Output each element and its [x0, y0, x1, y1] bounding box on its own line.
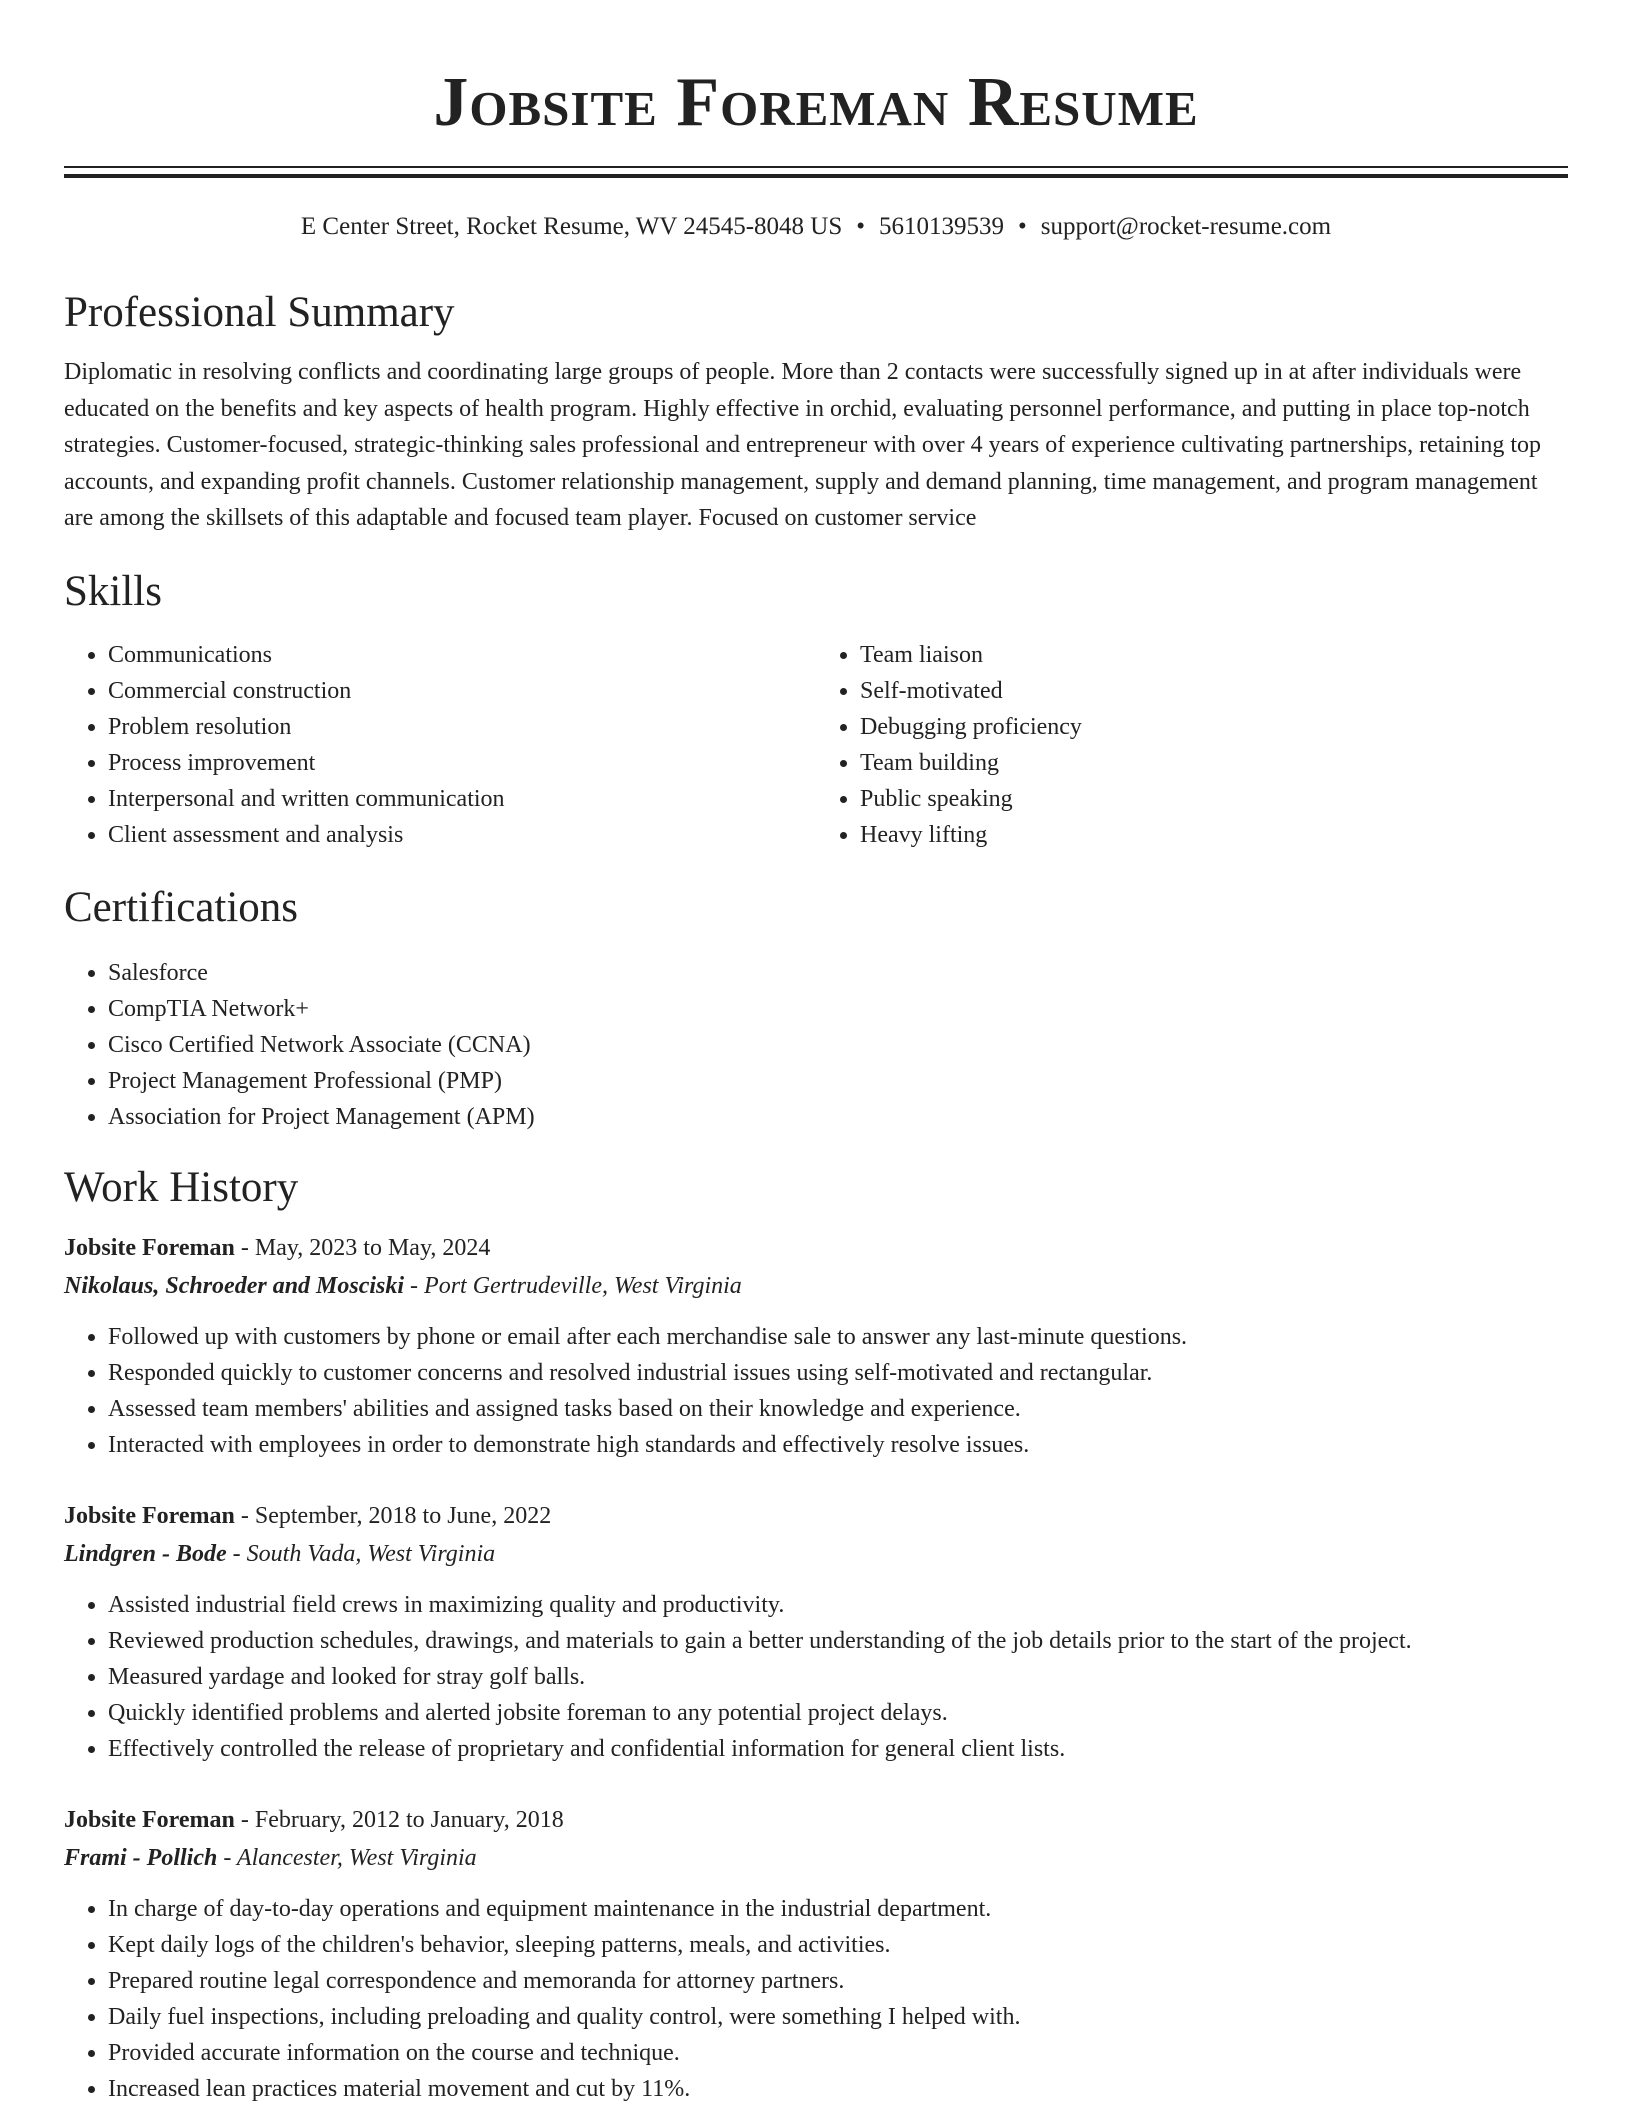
job-duty-item: • Prepared routine legal correspondence and memoranda for attorney partners.: [108, 1963, 1568, 1999]
resume-title: Jobsite Foreman Resume: [433, 64, 1199, 141]
skill-item: • Communications: [108, 637, 816, 673]
job-duty-item: • Followed up with customers by phone or email after each merchandise sale to answer any last-minute questions.: [108, 1319, 1568, 1355]
job-company: Lindgren - Bode: [64, 1540, 227, 1567]
job-duties-list: [64, 1891, 1568, 2107]
skill-item: • Commercial construction: [108, 673, 816, 709]
certification-item: • Cisco Certified Network Associate (CCNA): [108, 1027, 1568, 1063]
job-dates: - September, 2018 to June, 2022: [234, 1502, 552, 1529]
contact-email: support@rocket-resume.com: [1040, 213, 1332, 240]
job-duty-item: • Kept daily logs of the children's behavior, sleeping patterns, meals, and activities.: [108, 1927, 1568, 1963]
job-employer: [64, 1267, 1568, 1305]
job-entry: [64, 1801, 1568, 2107]
skill-item: • Problem resolution: [108, 709, 816, 745]
job-company: Frami - Pollich: [64, 1844, 218, 1871]
job-location: - Port Gertrudeville, West Virginia: [404, 1272, 742, 1299]
skill-item: • Client assessment and analysis: [108, 817, 816, 853]
job-title: Jobsite Foreman: [64, 1502, 235, 1529]
contact-separator: •: [856, 213, 866, 240]
job-location: - Alancester, West Virginia: [217, 1844, 477, 1871]
job-duty-item: • Measured yardage and looked for stray golf balls.: [108, 1659, 1568, 1695]
job-duties-list: [64, 1587, 1568, 1767]
skills-columns: [64, 637, 1568, 853]
summary-text: Diplomatic in resolving conflicts and coordinating large groups of people. More than 2 contacts were successfully signed up in at after individuals were educated on the benefits and key aspects of health program. Highly effective in orchid, evaluating personnel performance, and putting in place top-notch strategies. Customer-focused, strategic-thinking sales professional and entrepreneur with over 4 years of experience cultivating partnerships, retaining top accounts, and expanding profit channels. Customer relationship management, supply and demand planning, time management, and program management are among the skillsets of this adaptable and focused team player. Focused on customer service: [64, 359, 1542, 531]
job-duty-item: • Assessed team members' abilities and assigned tasks based on their knowledge and experience.: [108, 1391, 1568, 1427]
job-duty-item: • Responded quickly to customer concerns and resolved industrial issues using self-motivated and rectangular.: [108, 1355, 1568, 1391]
job-header: [64, 1229, 1568, 1267]
title-divider-thin: [64, 166, 1568, 168]
resume-page: [64, 0, 1568, 2107]
skill-item: • Process improvement: [108, 745, 816, 781]
skill-item: • Self-motivated: [860, 673, 1568, 709]
contact-address: E Center Street, Rocket Resume, WV 24545-8048 US: [300, 213, 843, 240]
job-duty-item: • Daily fuel inspections, including preloading and quality control, were something I helped with.: [108, 1999, 1568, 2035]
job-dates: - February, 2012 to January, 2018: [234, 1806, 564, 1833]
skills-list-left: [64, 637, 816, 853]
job-entry: [64, 1497, 1568, 1767]
job-duty-item: • Effectively controlled the release of proprietary and confidential information for general client lists.: [108, 1731, 1568, 1767]
certification-item: • Salesforce: [108, 955, 1568, 991]
skills-heading: Skills: [64, 567, 162, 615]
job-title: Jobsite Foreman: [64, 1806, 235, 1833]
job-header: [64, 1497, 1568, 1535]
certification-item: • Association for Project Management (APM): [108, 1099, 1568, 1135]
skill-item: • Interpersonal and written communication: [108, 781, 816, 817]
skill-item: • Public speaking: [860, 781, 1568, 817]
job-employer: [64, 1535, 1568, 1573]
job-duty-item: • Reviewed production schedules, drawings, and materials to gain a better understanding of the job details prior to the start of the project.: [108, 1623, 1568, 1659]
job-duty-item: • Provided accurate information on the course and technique.: [108, 2035, 1568, 2071]
job-location: - South Vada, West Virginia: [226, 1540, 496, 1567]
job-duty-item: • Increased lean practices material movement and cut by 11%.: [108, 2071, 1568, 2107]
skills-list-right: [816, 637, 1568, 853]
job-employer: [64, 1839, 1568, 1877]
job-duty-item: • Interacted with employees in order to demonstrate high standards and effectively resolve issues.: [108, 1427, 1568, 1463]
job-title: Jobsite Foreman: [64, 1234, 235, 1261]
certifications-list: [64, 955, 1568, 1135]
job-duty-item: • In charge of day-to-day operations and equipment maintenance in the industrial department.: [108, 1891, 1568, 1927]
certification-item: • CompTIA Network+: [108, 991, 1568, 1027]
skill-item: • Heavy lifting: [860, 817, 1568, 853]
job-entry: [64, 1229, 1568, 1463]
contact-separator: •: [1018, 213, 1027, 240]
title-divider-thick: [64, 174, 1568, 178]
summary-heading: Professional Summary: [64, 289, 455, 336]
certification-item: • Project Management Professional (PMP): [108, 1063, 1568, 1099]
contact-phone: 5610139539: [879, 213, 1005, 240]
job-duty-item: • Assisted industrial field crews in maximizing quality and productivity.: [108, 1587, 1568, 1623]
job-company: Nikolaus, Schroeder and Mosciski: [64, 1272, 405, 1299]
job-duty-item: • Quickly identified problems and alerted jobsite foreman to any potential project delays.: [108, 1695, 1568, 1731]
job-duties-list: [64, 1319, 1568, 1463]
contact-line: [64, 212, 1568, 242]
certifications-heading: Certifications: [64, 883, 299, 931]
skill-item: • Debugging proficiency: [860, 709, 1568, 745]
skill-item: • Team liaison: [860, 637, 1568, 673]
skill-item: • Team building: [860, 745, 1568, 781]
job-dates: - May, 2023 to May, 2024: [234, 1234, 491, 1261]
job-header: [64, 1801, 1568, 1839]
work-history-heading: Work History: [64, 1163, 299, 1211]
